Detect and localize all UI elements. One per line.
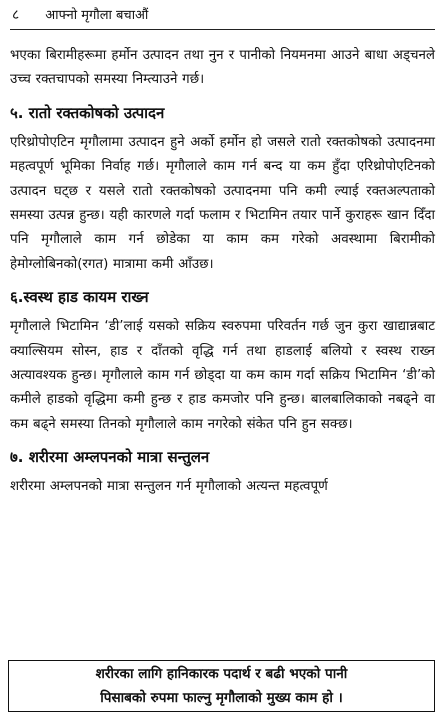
running-header <box>10 6 435 30</box>
highlight-line-2: पिसाबको रुपमा फाल्नु मृगौलाको मुख्य काम हो । <box>100 690 343 706</box>
running-title: आफ्नो मृगौला बचाऔं <box>45 8 149 23</box>
intro-paragraph: भएका बिरामीहरूमा हर्मोन उत्पादन तथा नुन र पानीको नियमनमा आउने बाधा अड्चनले उच्च रक्तचापको समस्या निम्त्याउने गर्छ। <box>10 48 435 88</box>
highlight-box <box>8 660 435 712</box>
acid-paragraph: शरीरमा अम्लपनको मात्रा सन्तुलन गर्न मृगौलाको अत्यन्त महत्वपूर्ण <box>10 479 328 495</box>
heading-acid-balance: ७. शरीरमा अम्लपनको मात्रा सन्तुलन <box>10 448 210 467</box>
bone-paragraph: मृगौलाले भिटामिन ‘डी’लाई यसको सक्रिय स्वरुपमा परिवर्तन गर्छ जुन कुरा खाद्यान्नबाट क्याल्सियम सोस्न, हाड र दाँतको वृद्धि गर्न तथा हाडलाई बलियो र स्वस्थ राख्न अत्यावश्यक हुन्छ। मृगौलाले काम गर्न छोड्दा या कम काम गर्दा सक्रिय भिटामिन ‘डी’को कमीले हाडको वृद्धिमा कमी हुन्छ र हाड कमजोर पनि हुन्छ। बालबालिकाको नबढ्ने वा कम बढ्ने समस्या तिनको मृगौलाले काम नगरेको संकेत पनि हुन सक्छ। <box>10 319 435 432</box>
rbc-paragraph: एरिथ्रोपोएटिन मृगौलामा उत्पादन हुने अर्को हर्मोन हो जसले रातो रक्तकोषको उत्पादनमा महत्वपूर्ण भूमिका निर्वाह गर्छ। मृगौलाले काम गर्न बन्द या कम हुँदा एरिथ्रोपोएटिनको उत्पादन घट्छ र यसले रातो रक्तकोषको उत्पादनमा पनि कमी ल्याई रक्तअल्पताको समस्या उत्पन्न हुन्छ। यही कारणले गर्दा फलाम र भिटामिन तयार पार्ने कुराहरू खान दिँदा पनि मृगौलाले काम गर्न छोडेका या काम कम गरेको अवस्थामा बिरामीको हेमोग्लोबिनको(रगत) मात्रामा कमी आँउछ। <box>10 134 435 272</box>
highlight-line-1: शरीरका लागि हानिकारक पदार्थ र बढी भएको पानी <box>95 666 348 682</box>
heading-red-blood-cell-production: ५. रातो रक्तकोषको उत्पादन <box>10 103 165 122</box>
page-number: ८ <box>12 7 20 23</box>
heading-healthy-bones: ६.स्वस्थ हाड कायम राख्न <box>10 288 149 307</box>
